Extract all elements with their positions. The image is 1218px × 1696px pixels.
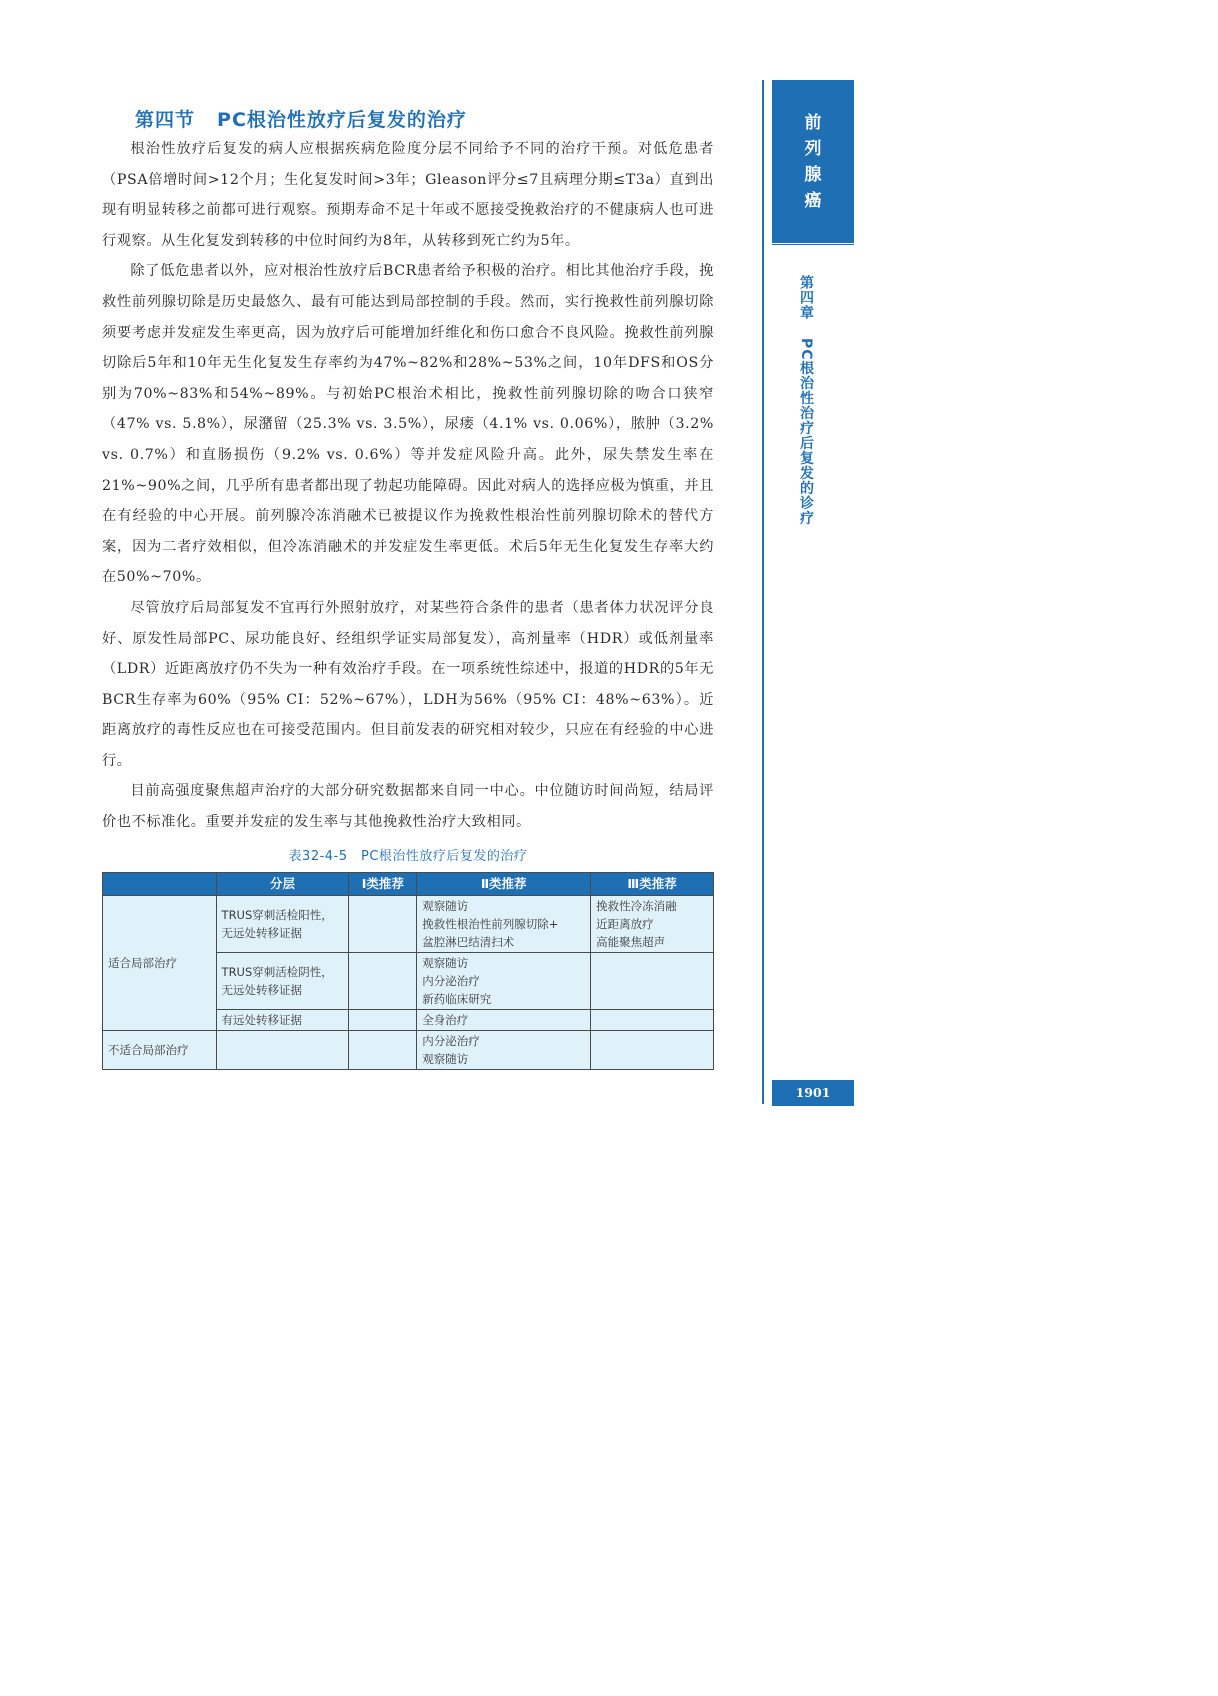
stratum-line: TRUS穿刺活检阳性，	[221, 908, 333, 922]
section-number: 第四节	[135, 108, 196, 131]
paragraph-3: 尽管放疗后局部复发不宜再行外照射放疗，对某些符合条件的患者（患者体力状况评分良好、原发性局部PC、尿功能良好、经组织学证实局部复发），高剂量率（HDR）或低剂量率（LDR）近距离放疗仍不失为一种有效治疗手段。在一项系统性综述中，报道的HDR的5年无BCR生存率为60%（95% CI：52%~67%），LDH为56%（95% CI：48%~63%）。近距离放疗的毒性反应也在可接受范围内。但目前发表的研究相对较少，只应在有经验的中心进行。	[102, 599, 714, 769]
class2-cell	[417, 1031, 591, 1070]
margin-rule	[762, 80, 764, 1104]
header-stratum: 分层	[216, 873, 349, 896]
class2-line: 内分泌治疗	[422, 974, 480, 988]
class2-line: 内分泌治疗	[422, 1034, 480, 1048]
class3-cell	[591, 953, 714, 1010]
class2-cell	[417, 896, 591, 953]
side-tab-char: 癌	[804, 190, 822, 211]
side-tab-char: 列	[804, 138, 822, 159]
class1-cell	[349, 1031, 417, 1070]
class2-line: 观察随访	[422, 956, 469, 970]
class3-line: 高能聚焦超声	[596, 935, 666, 949]
paragraph-1: 根治性放疗后复发的病人应根据疾病危险度分层不同给予不同的治疗干预。对低危患者（PSA倍增时间>12个月；生化复发时间>3年；Gleason评分≤7且病理分期≤T3a）直到出现有明显转移之前都可进行观察。预期寿命不足十年或不愿接受挽救治疗的不健康病人也可进行观察。从生化复发到转移的中位时间约为8年，从转移到死亡约为5年。	[102, 141, 714, 249]
paragraph-4: 目前高强度聚焦超声治疗的大部分研究数据都来自同一中心。中位随访时间尚短，结局评价也不标准化。重要并发症的发生率与其他挽救性治疗大致相同。	[102, 783, 714, 831]
stratum-line: 无远处转移证据	[221, 926, 303, 940]
class1-cell	[349, 1010, 417, 1031]
paragraph-2: 除了低危患者以外，应对根治性放疗后BCR患者给予积极的治疗。相比其他治疗手段，挽救性前列腺切除是历史最悠久、最有可能达到局部控制的手段。然而，实行挽救性前列腺切除须要考虑并发症发生率更高，因为放疗后可能增加纤维化和伤口愈合不良风险。挽救性前列腺切除后5年和10年无生化复发生存率约为47%~82%和28%~53%之间，10年DFS和OS分别为70%~83%和54%~89%。与初始PC根治术相比，挽救性前列腺切除的吻合口狭窄（47% vs. 5.8%），尿潴留（25.3% vs. 3.5%），尿瘘（4.1% vs. 0.06%），脓肿（3.2% vs. 0.7%）和直肠损伤（9.2% vs. 0.6%）等并发症风险升高。此外，尿失禁发生率在21%~90%之间，几乎所有患者都出现了勃起功能障碍。因此对病人的选择应极为慎重，并且在有经验的中心开展。前列腺冷冻消融术已被提议作为挽救性根治性前列腺切除术的替代方案，因为二者疗效相似，但冷冻消融术的并发症发生率更低。术后5年无生化复发生存率大约在50%~70%。	[102, 263, 714, 586]
class2-cell	[417, 1010, 591, 1031]
chapter-label	[796, 275, 816, 526]
group-local-therapy: 适合局部治疗	[103, 896, 217, 1031]
side-tab-char: 前	[804, 112, 822, 133]
stratum-line: TRUS穿刺活检阴性，	[221, 965, 333, 979]
header-class3: Ⅲ类推荐	[591, 873, 714, 896]
class2-cell	[417, 953, 591, 1010]
page-number: 1901	[772, 1080, 854, 1106]
class2-line: 挽救性根治性前列腺切除+	[422, 917, 559, 931]
side-divider	[772, 244, 854, 245]
class3-cell	[591, 1010, 714, 1031]
class2-line: 新药临床研究	[422, 992, 492, 1006]
class2-line: 观察随访	[422, 899, 469, 913]
stratum-cell	[216, 953, 349, 1010]
body-text	[102, 134, 714, 838]
class3-cell	[591, 896, 714, 953]
header-class2: Ⅱ类推荐	[417, 873, 591, 896]
class3-line: 近距离放疗	[596, 917, 654, 931]
section-heading	[135, 105, 467, 132]
class3-line: 挽救性冷冻消融	[596, 899, 677, 913]
class2-line: 盆腔淋巴结清扫术	[422, 935, 515, 949]
chapter-title: PC根治性治疗后复发的诊疗	[798, 338, 814, 526]
class2-line: 全身治疗	[422, 1013, 469, 1027]
header-empty	[103, 873, 217, 896]
chapter-number: 第四章	[798, 275, 814, 320]
treatment-table	[102, 872, 714, 1070]
stratum-cell	[216, 896, 349, 953]
class3-cell	[591, 1031, 714, 1070]
stratum-line: 有远处转移证据	[221, 1013, 303, 1027]
stratum-cell	[216, 1010, 349, 1031]
section-title: PC根治性放疗后复发的治疗	[217, 108, 467, 131]
table-row	[103, 896, 714, 953]
class1-cell	[349, 896, 417, 953]
header-class1: Ⅰ类推荐	[349, 873, 417, 896]
side-tab-char: 腺	[804, 164, 822, 185]
group-no-local-therapy: 不适合局部治疗	[103, 1031, 217, 1070]
class1-cell	[349, 953, 417, 1010]
table-caption: 表32-4-5 PC根治性放疗后复发的治疗	[288, 849, 528, 864]
stratum-line: 无远处转移证据	[221, 983, 303, 997]
stratum-cell	[216, 1031, 349, 1070]
table-row	[103, 1031, 714, 1070]
class2-line: 观察随访	[422, 1052, 469, 1066]
side-tab	[772, 80, 854, 243]
table-header-row	[103, 873, 714, 896]
